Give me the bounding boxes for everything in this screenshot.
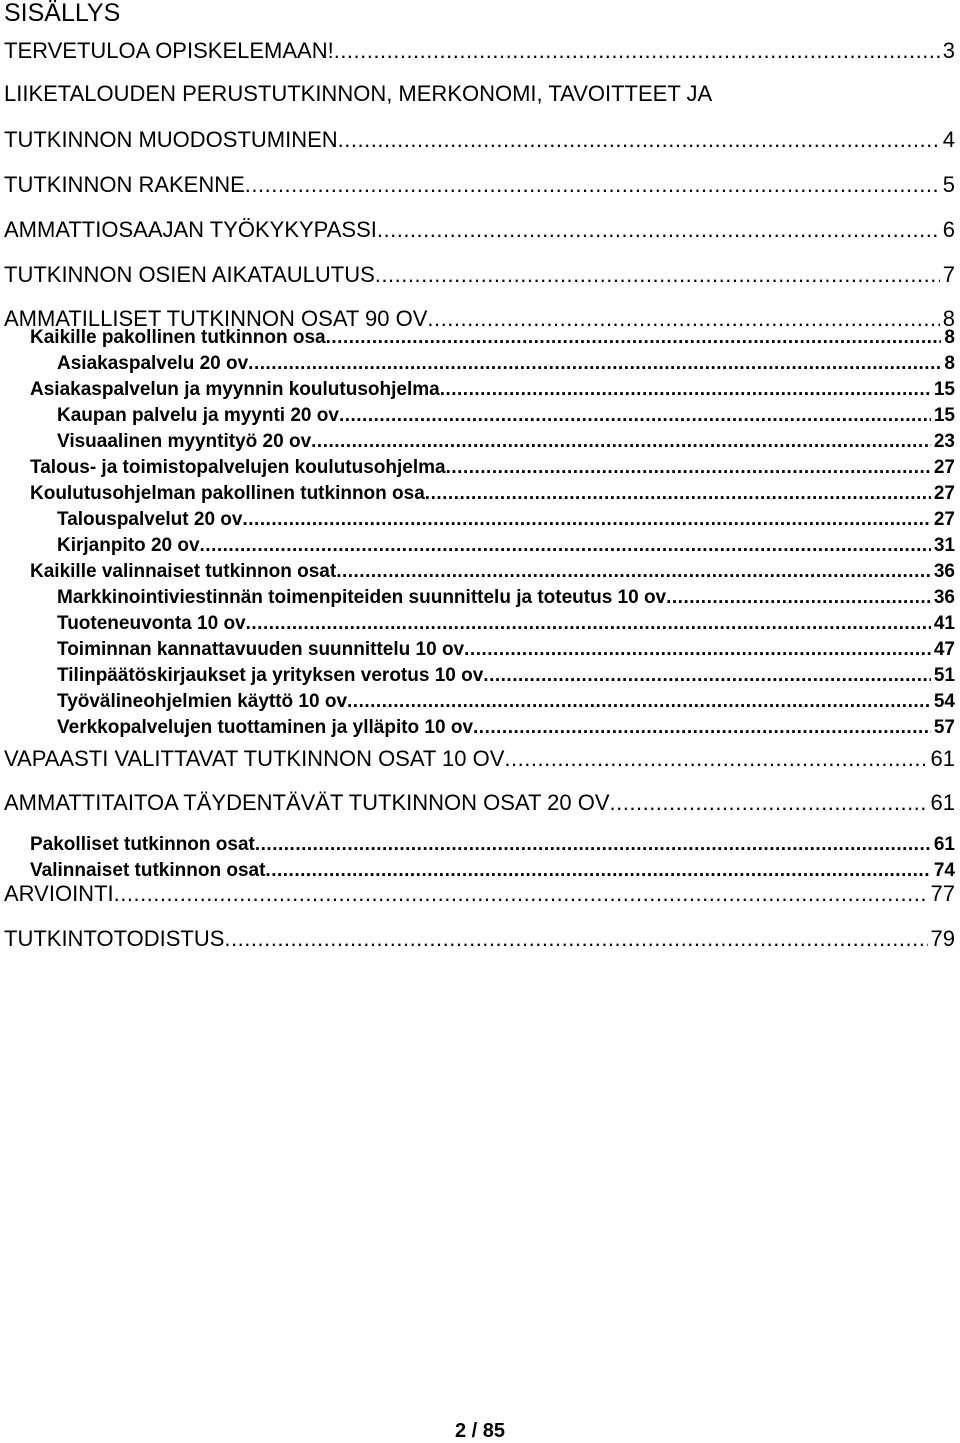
page-title: SISÄLLYS — [4, 0, 121, 27]
toc-entry-label: Asiakaspalvelun ja myynnin koulutusohjelma — [30, 379, 440, 400]
toc-entry-label: Koulutusohjelman pakollinen tutkinnon osa — [30, 483, 425, 504]
toc-entry-page: 6 — [942, 217, 955, 242]
toc-dot-leader — [311, 430, 931, 453]
toc-dot-leader — [255, 833, 931, 856]
toc-entry-label: Kaikille pakollinen tutkinnon osa — [30, 327, 326, 348]
toc-entry-page: 27 — [933, 457, 955, 478]
toc-entry-page: 54 — [933, 691, 955, 712]
toc-dot-leader — [338, 127, 940, 153]
toc-entry[interactable] — [57, 612, 955, 635]
toc-dot-leader — [326, 326, 942, 349]
toc-dot-leader — [242, 508, 930, 531]
toc-dot-leader — [666, 586, 931, 609]
toc-entry-label: Visuaalinen myyntityö 20 ov — [57, 431, 312, 452]
toc-entry[interactable] — [4, 746, 955, 772]
toc-entry-page: 15 — [933, 405, 955, 426]
toc-entry[interactable] — [57, 716, 955, 739]
toc-entry-page: 31 — [933, 535, 955, 556]
toc-entry[interactable] — [57, 508, 955, 531]
toc-entry-page: 51 — [933, 665, 955, 686]
toc-entry[interactable] — [57, 430, 955, 453]
toc-entry-label: Talous- ja toimistopalvelujen koulutusohjelma — [30, 457, 446, 478]
toc-entry-label: Tuoteneuvonta 10 ov — [57, 613, 246, 634]
toc-dot-leader — [473, 716, 931, 739]
toc-dot-leader — [245, 172, 940, 198]
toc-entry[interactable] — [4, 81, 712, 107]
toc-entry-page: 61 — [933, 834, 955, 855]
toc-dot-leader — [504, 746, 927, 772]
toc-entry[interactable] — [57, 534, 955, 557]
toc-dot-leader — [464, 638, 931, 661]
page-number: 2 / 85 — [454, 1420, 506, 1442]
toc-entry-label: Verkkopalvelujen tuottaminen ja ylläpito 10 ov — [57, 717, 474, 738]
toc-entry-label: AMMATTIOSAAJAN TYÖKYKYPASSI — [4, 217, 377, 242]
toc-entry-label: Talouspalvelut 20 ov — [57, 509, 243, 530]
toc-entry-label: Asiakaspalvelu 20 ov — [57, 353, 249, 374]
toc-entry[interactable] — [57, 404, 955, 427]
toc-entry-label: TUTKINNON OSIEN AIKATAULUTUS — [4, 262, 375, 287]
toc-entry-page: 77 — [930, 881, 955, 906]
toc-dot-leader — [334, 38, 940, 64]
toc-entry-page: 8 — [942, 306, 955, 331]
toc-entry-label: TUTKINNON MUODOSTUMINEN — [4, 127, 338, 152]
toc-entry-label: VAPAASTI VALITTAVAT TUTKINNON OSAT 10 OV — [4, 746, 505, 771]
toc-entry-label: Pakolliset tutkinnon osat — [30, 834, 255, 855]
toc-entry-label: AMMATILLISET TUTKINNON OSAT 90 OV — [4, 306, 428, 331]
toc-dot-leader — [114, 881, 928, 907]
toc-dot-leader — [224, 926, 927, 952]
toc-entry[interactable] — [57, 690, 955, 713]
toc-entry-label: Valinnaiset tutkinnon osat — [30, 860, 266, 881]
toc-dot-leader — [375, 262, 940, 288]
toc-entry-page: 3 — [942, 38, 955, 63]
toc-dot-leader — [200, 534, 931, 557]
toc-entry-label: Kirjanpito 20 ov — [57, 535, 200, 556]
toc-entry-label: TUTKINNON RAKENNE — [4, 172, 245, 197]
toc-dot-leader — [246, 612, 931, 635]
toc-entry-page: 47 — [933, 639, 955, 660]
toc-entry-label: Kaikille valinnaiset tutkinnon osat — [30, 561, 337, 582]
toc-entry-label: Työvälineohjelmien käyttö 10 ov — [57, 691, 348, 712]
toc-entry[interactable] — [4, 881, 955, 907]
toc-dot-leader — [248, 352, 941, 375]
toc-entry-label: TERVETULOA OPISKELEMAAN! — [4, 38, 334, 63]
toc-dot-leader — [339, 404, 931, 427]
toc-dot-leader — [377, 217, 940, 243]
toc-entry[interactable] — [57, 352, 955, 375]
toc-entry-page: 41 — [933, 613, 955, 634]
toc-entry[interactable] — [30, 482, 955, 505]
toc-entry-page: 36 — [933, 561, 955, 582]
toc-entry-page: 4 — [942, 127, 955, 152]
toc-entry[interactable] — [4, 926, 955, 952]
toc-entry-page: 15 — [933, 379, 955, 400]
toc-entry[interactable] — [30, 326, 955, 349]
toc-entry-label: Toiminnan kannattavuuden suunnittelu 10 ov — [57, 639, 465, 660]
toc-entry[interactable] — [4, 127, 955, 153]
toc-entry-page: 57 — [933, 717, 955, 738]
toc-entry-page: 74 — [933, 860, 955, 881]
toc-entry-label: TUTKINTOTODISTUS — [4, 926, 225, 951]
toc-entry[interactable] — [30, 378, 955, 401]
toc-entry-page: 27 — [933, 483, 955, 504]
toc-entry[interactable] — [57, 638, 955, 661]
toc-entry-page: 79 — [930, 926, 955, 951]
toc-dot-leader — [483, 664, 931, 687]
toc-entry-label: Tilinpäätöskirjaukset ja yrityksen verotus 10 ov — [57, 665, 484, 686]
toc-dot-leader — [610, 790, 928, 816]
toc-entry-page: 8 — [944, 353, 955, 374]
toc-entry-page: 61 — [930, 746, 955, 771]
toc-entry-page: 27 — [933, 509, 955, 530]
toc-entry-page: 8 — [944, 327, 955, 348]
toc-entry-label: LIIKETALOUDEN PERUSTUTKINNON, MERKONOMI, TAVOITTEET JA — [4, 81, 713, 106]
toc-entry[interactable] — [57, 586, 955, 609]
toc-dot-leader — [336, 560, 931, 583]
toc-entry-label: ARVIOINTI — [4, 881, 114, 906]
toc-entry[interactable] — [4, 38, 955, 64]
toc-entry-page: 36 — [933, 587, 955, 608]
toc-entry-label: Kaupan palvelu ja myynti 20 ov — [57, 405, 339, 426]
toc-entry-label: Markkinointiviestinnän toimenpiteiden suunnittelu ja toteutus 10 ov — [57, 587, 667, 608]
toc-entry-page: 61 — [930, 790, 955, 815]
toc-entry-label: AMMATTITAITOA TÄYDENTÄVÄT TUTKINNON OSAT 20 OV — [4, 790, 610, 815]
toc-entry[interactable] — [30, 560, 955, 583]
toc-entry-page: 7 — [942, 262, 955, 287]
toc-dot-leader — [265, 859, 930, 882]
toc-entry[interactable] — [30, 859, 955, 882]
toc-entry[interactable] — [57, 664, 955, 687]
toc-entry-page: 23 — [933, 431, 955, 452]
toc-dot-leader — [440, 378, 931, 401]
toc-entry[interactable] — [4, 172, 955, 198]
toc-dot-leader — [347, 690, 931, 713]
toc-entry[interactable] — [30, 456, 955, 479]
toc-entry[interactable] — [4, 262, 955, 288]
toc-entry[interactable] — [4, 217, 955, 243]
toc-dot-leader — [425, 482, 931, 505]
toc-entry-page: 5 — [942, 172, 955, 197]
toc-dot-leader — [446, 456, 931, 479]
toc-entry[interactable] — [30, 833, 955, 856]
toc-entry[interactable] — [4, 790, 955, 816]
